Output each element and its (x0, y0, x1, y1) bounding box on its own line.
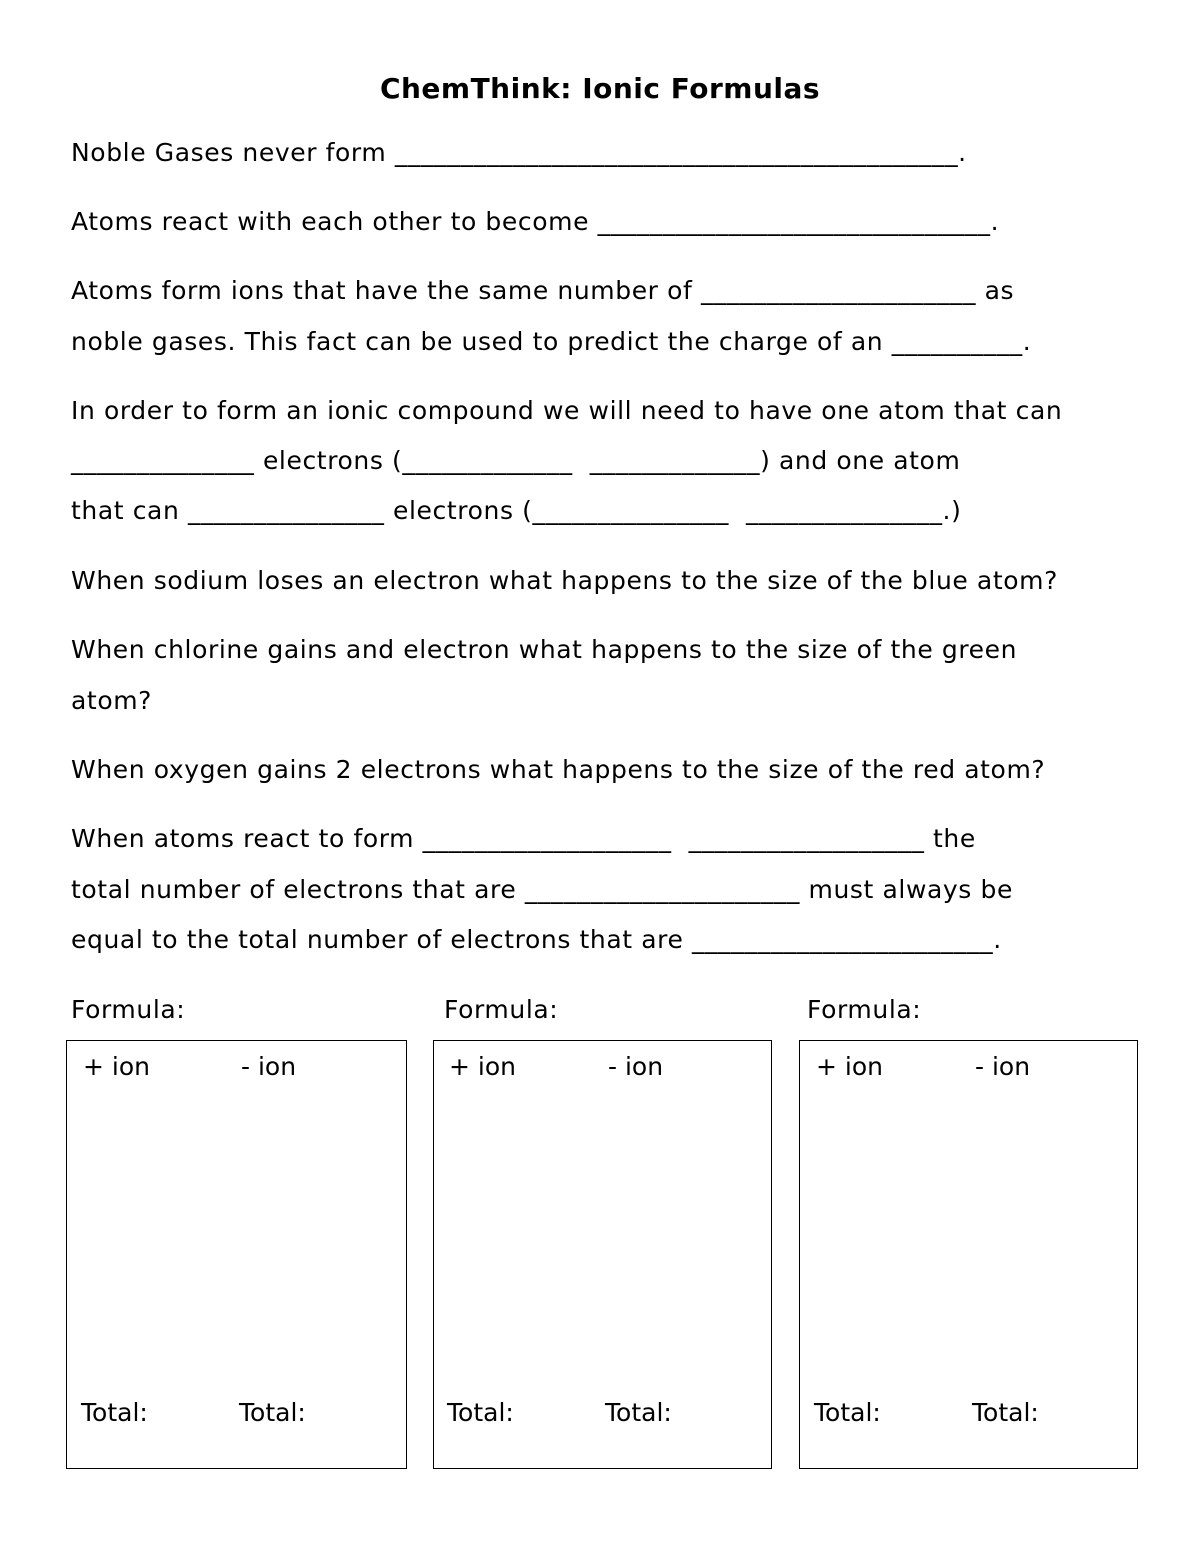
total-right-label: Total: (605, 1398, 672, 1427)
total-left-label: Total: (81, 1398, 148, 1427)
question-ionic-compound-line-2: ______________ electrons (_____________ _____________) and one atom (71, 446, 961, 475)
formula-box-2[interactable] (433, 1040, 772, 1469)
question-sodium: When sodium loses an electron what happens to the size of the blue atom? (71, 566, 1058, 595)
formula-box-1[interactable] (66, 1040, 407, 1469)
question-chlorine-line-2: atom? (71, 686, 153, 715)
positive-ion-label: + ion (83, 1052, 150, 1081)
question-ionic-compound-line-1: In order to form an ionic compound we will need to have one atom that can (71, 396, 1063, 425)
total-right-label: Total: (239, 1398, 306, 1427)
question-electron-balance-line-1: When atoms react to form ___________________ __________________ the (71, 824, 976, 853)
total-left-label: Total: (447, 1398, 514, 1427)
formula-label-2: Formula: (444, 995, 559, 1024)
formula-label-1: Formula: (71, 995, 186, 1024)
question-noble-gases: Noble Gases never form ___________________________________________. (71, 138, 967, 167)
question-electron-balance-line-3: equal to the total number of electrons that are _______________________. (71, 925, 1002, 954)
formula-box-3[interactable] (799, 1040, 1138, 1469)
formula-label-3: Formula: (807, 995, 922, 1024)
question-ionic-compound-line-3: that can _______________ electrons (_______________ _______________.) (71, 496, 962, 525)
question-oxygen: When oxygen gains 2 electrons what happens to the size of the red atom? (71, 755, 1046, 784)
page-title: ChemThink: Ionic Formulas (379, 72, 821, 105)
question-ions-electrons-line-2: noble gases. This fact can be used to predict the charge of an __________. (71, 327, 1032, 356)
question-chlorine-line-1: When chlorine gains and electron what happens to the size of the green (71, 635, 1018, 664)
negative-ion-label: - ion (608, 1052, 664, 1081)
question-atoms-react: Atoms react with each other to become ______________________________. (71, 207, 1000, 236)
question-electron-balance-line-2: total number of electrons that are _____________________ must always be (71, 875, 1013, 904)
positive-ion-label: + ion (449, 1052, 516, 1081)
positive-ion-label: + ion (816, 1052, 883, 1081)
negative-ion-label: - ion (241, 1052, 297, 1081)
total-left-label: Total: (814, 1398, 881, 1427)
question-ions-electrons-line-1: Atoms form ions that have the same number of _____________________ as (71, 276, 1015, 305)
total-right-label: Total: (972, 1398, 1039, 1427)
negative-ion-label: - ion (975, 1052, 1031, 1081)
